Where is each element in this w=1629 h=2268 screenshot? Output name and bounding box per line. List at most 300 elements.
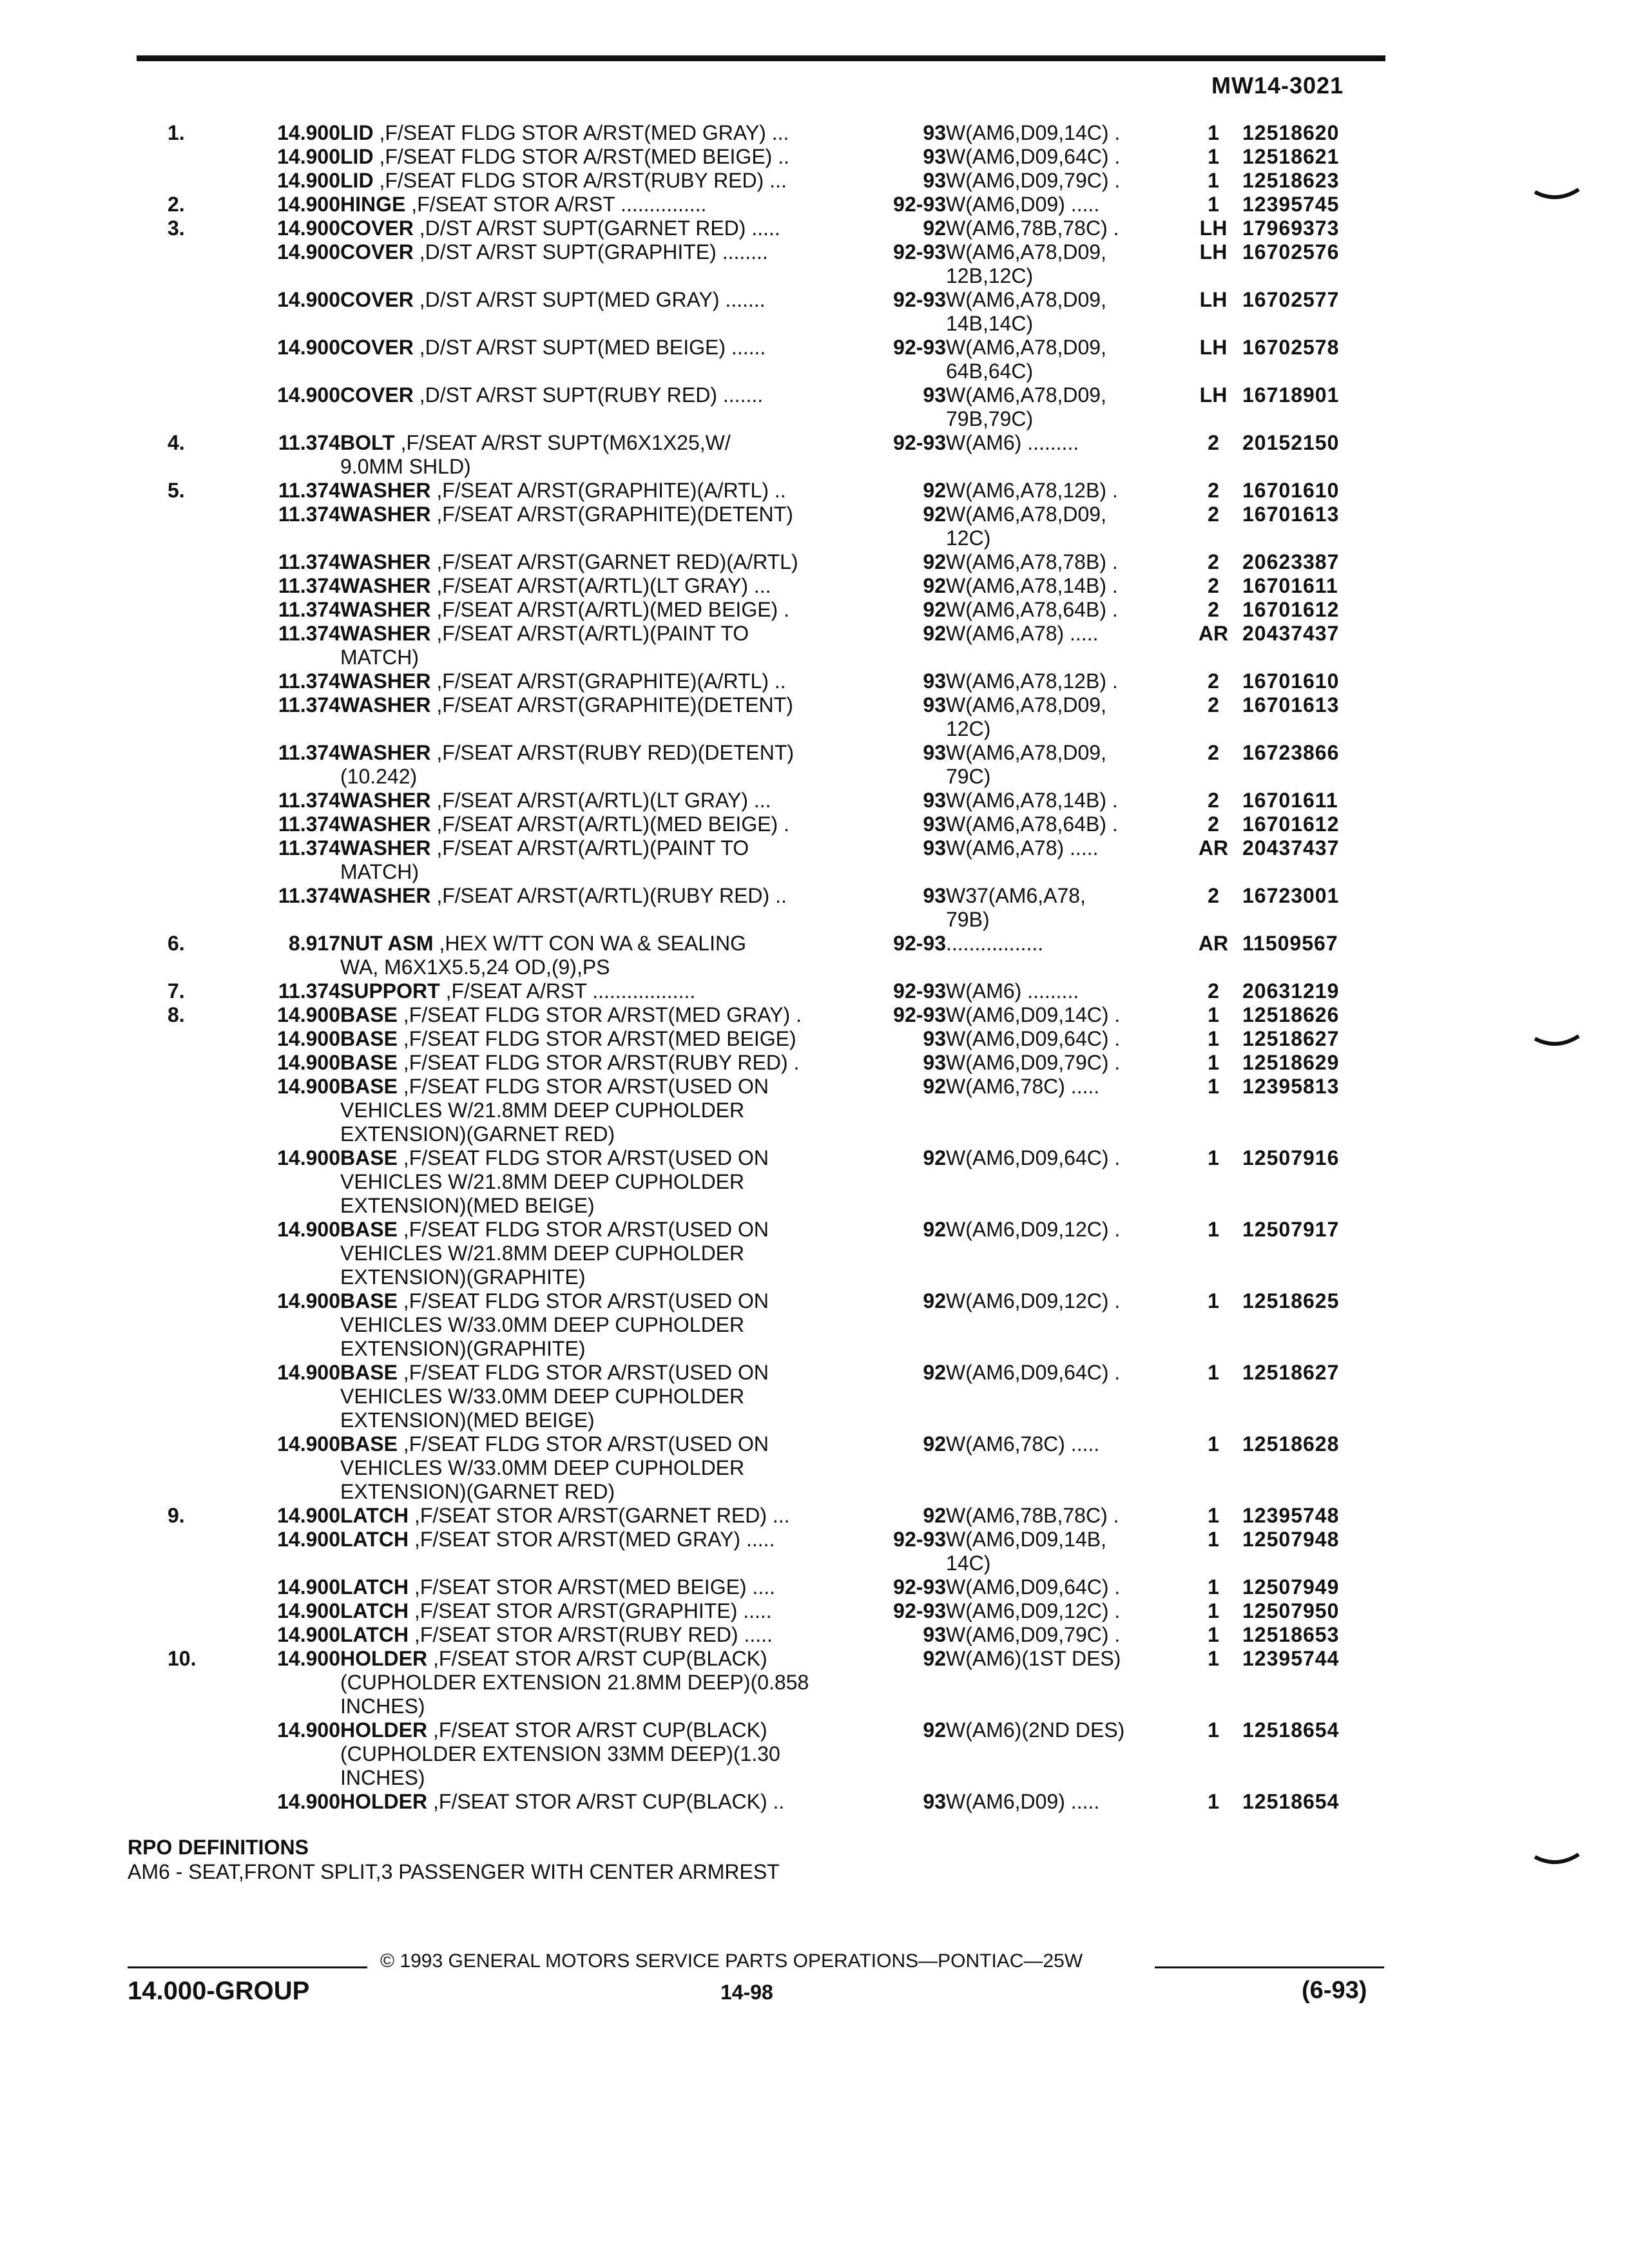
part-group-code: 14.900 (277, 1027, 340, 1050)
part-name: COVER (340, 383, 414, 407)
part-group-code: 11.374 (278, 503, 340, 526)
part-model-years: 93 (923, 789, 946, 812)
part-description (340, 836, 875, 884)
table-row (168, 812, 1391, 836)
part-description-text: ,D/ST A/RST SUPT(GARNET RED) ..... (419, 216, 780, 240)
part-model-years: 92-93 (893, 431, 946, 454)
table-row (168, 479, 1391, 503)
part-group-code: 11.374 (278, 550, 340, 573)
part-number: 16702577 (1242, 288, 1340, 311)
part-description (340, 1218, 875, 1289)
part-application: W(AM6,D09,79C) . (946, 1623, 1121, 1646)
part-description (340, 1051, 875, 1075)
part-application: W(AM6,A78,D09, 79C) (946, 741, 1106, 788)
part-description (340, 598, 875, 622)
parts-table-body (168, 121, 1391, 1814)
part-group-code: 11.374 (278, 789, 340, 812)
part-description (340, 574, 875, 598)
part-quantity: 2 (1208, 503, 1219, 526)
part-number: 12507950 (1242, 1599, 1340, 1622)
part-application: W(AM6,78B,78C) . (946, 216, 1119, 240)
part-model-years: 93 (923, 669, 946, 693)
part-group-code: 14.900 (277, 1361, 340, 1384)
table-row (168, 1790, 1391, 1814)
part-group-code: 14.900 (277, 169, 340, 192)
part-description (340, 1790, 875, 1814)
part-ref-number (168, 789, 224, 812)
part-name: WASHER (340, 741, 431, 764)
part-model-years: 93 (923, 693, 946, 716)
table-row (168, 336, 1391, 383)
part-name: LATCH (340, 1599, 409, 1622)
part-quantity: 2 (1208, 479, 1219, 502)
part-quantity: 2 (1208, 979, 1219, 1003)
part-group-code: 11.374 (278, 622, 340, 645)
part-group-code: 14.900 (277, 1051, 340, 1074)
part-ref-number (168, 1146, 224, 1218)
part-group-code: 14.900 (277, 1075, 340, 1098)
part-description-text: ,F/SEAT STOR A/RST(GARNET RED) ... (414, 1504, 790, 1527)
table-row (168, 1051, 1391, 1075)
part-name: COVER (340, 216, 414, 240)
part-description (340, 479, 875, 503)
part-description (340, 1027, 875, 1051)
part-application: W37(AM6,A78, 79B) (946, 884, 1086, 931)
part-quantity: LH (1199, 240, 1228, 264)
part-quantity: 1 (1208, 1575, 1219, 1599)
table-row (168, 789, 1391, 812)
table-row (168, 1027, 1391, 1051)
part-group-code: 14.900 (277, 1599, 340, 1622)
part-application: W(AM6,A78,64B) . (946, 812, 1118, 836)
part-name: BASE (340, 1218, 398, 1241)
part-description (340, 1647, 875, 1718)
part-name: WASHER (340, 693, 431, 716)
part-quantity: AR (1198, 622, 1229, 645)
part-number: 16701612 (1242, 598, 1340, 621)
part-application: W(AM6,D09,14C) . (946, 121, 1121, 144)
part-description (340, 1599, 875, 1623)
part-ref-number: 7. (168, 979, 185, 1003)
part-ref-number: 3. (168, 216, 185, 240)
part-description-text: ,D/ST A/RST SUPT(RUBY RED) ....... (419, 383, 764, 407)
part-name: BASE (340, 1289, 398, 1312)
part-quantity: AR (1198, 932, 1229, 955)
part-quantity: 1 (1208, 193, 1219, 216)
part-application: W(AM6,A78,14B) . (946, 574, 1118, 597)
part-description (340, 336, 875, 383)
footer-rule-left (128, 1966, 367, 1968)
table-row (168, 1146, 1391, 1218)
part-model-years: 92 (923, 1361, 946, 1384)
part-ref-number (168, 598, 224, 622)
part-quantity: 1 (1208, 1289, 1219, 1312)
part-number: 12518627 (1242, 1027, 1340, 1050)
part-model-years: 92-93 (893, 240, 946, 264)
part-description-text: ,F/SEAT STOR A/RST ............... (411, 193, 707, 216)
part-model-years: 92-93 (893, 193, 946, 216)
part-name: WASHER (340, 812, 431, 836)
part-group-code: 14.900 (277, 1718, 340, 1742)
part-group-code: 14.900 (277, 1575, 340, 1599)
part-number: 12518626 (1242, 1003, 1340, 1026)
part-description (340, 1003, 875, 1027)
part-name: WASHER (340, 622, 431, 645)
part-name: WASHER (340, 574, 431, 597)
part-ref-number (168, 693, 224, 741)
part-description (340, 169, 875, 193)
part-number: 20437437 (1242, 622, 1340, 645)
part-quantity: 2 (1208, 598, 1219, 621)
table-row (168, 503, 1391, 550)
part-name: HOLDER (340, 1790, 428, 1813)
part-model-years: 93 (923, 145, 946, 168)
part-number: 16718901 (1242, 383, 1340, 407)
part-quantity: 1 (1208, 1432, 1219, 1456)
part-name: BASE (340, 1075, 398, 1098)
part-application: W(AM6,D09,12C) . (946, 1218, 1121, 1241)
part-ref-number (168, 169, 224, 193)
table-row (168, 1361, 1391, 1432)
part-name: BOLT (340, 431, 395, 454)
part-name: LID (340, 121, 374, 144)
part-description (340, 145, 875, 169)
part-description (340, 550, 875, 574)
part-ref-number (168, 336, 224, 383)
part-number: 16723001 (1242, 884, 1340, 907)
part-ref-number (168, 240, 224, 288)
part-group-code: 11.374 (278, 574, 340, 597)
part-model-years: 92 (923, 1432, 946, 1456)
part-description (340, 216, 875, 240)
part-number: 20437437 (1242, 836, 1340, 860)
part-application: W(AM6)(2ND DES) (946, 1718, 1125, 1742)
part-quantity: 1 (1208, 1599, 1219, 1622)
part-group-code: 11.374 (278, 884, 340, 907)
part-model-years: 92 (923, 216, 946, 240)
part-description-text: ,F/SEAT A/RST(A/RTL)(LT GRAY) ... (436, 574, 771, 597)
part-group-code: 14.900 (277, 1528, 340, 1551)
part-name: LATCH (340, 1575, 409, 1599)
part-ref-number: 6. (168, 932, 185, 955)
part-quantity: 2 (1208, 812, 1219, 836)
part-ref-number (168, 383, 224, 431)
part-name: BASE (340, 1146, 398, 1169)
part-description (340, 812, 875, 836)
part-ref-number (168, 503, 224, 550)
part-name: WASHER (340, 479, 431, 502)
part-description-text: ,F/SEAT FLDG STOR A/RST(USED ON VEHICLES W/33.0MM DEEP CUPHOLDER EXTENSION)(GARNET RED) (340, 1432, 769, 1503)
part-application: W(AM6,A78,D09, 12C) (946, 503, 1106, 550)
part-name: COVER (340, 336, 414, 359)
part-model-years: 92 (923, 479, 946, 502)
part-application: W(AM6,D09,12C) . (946, 1289, 1121, 1312)
part-group-code: 8.917 (288, 932, 340, 955)
part-description (340, 1718, 875, 1790)
part-group-code: 14.900 (277, 288, 340, 311)
part-group-code: 11.374 (278, 812, 340, 836)
part-number: 12518627 (1242, 1361, 1340, 1384)
part-application: W(AM6,A78,12B) . (946, 479, 1118, 502)
part-group-code: 14.900 (277, 383, 340, 407)
part-ref-number: 4. (168, 431, 185, 454)
part-number: 12395748 (1242, 1504, 1340, 1527)
table-row (168, 383, 1391, 431)
part-ref-number (168, 1218, 224, 1289)
part-name: LATCH (340, 1528, 409, 1551)
part-application: W(AM6,A78,14B) . (946, 789, 1118, 812)
part-description-text: ,F/SEAT STOR A/RST(MED GRAY) ..... (414, 1528, 775, 1551)
part-ref-number: 1. (168, 121, 185, 144)
part-description-text: ,F/SEAT FLDG STOR A/RST(USED ON VEHICLES W/21.8MM DEEP CUPHOLDER EXTENSION)(GARNET RED) (340, 1075, 769, 1146)
part-application: W(AM6,A78,D09, 14B,14C) (946, 288, 1106, 335)
part-model-years: 92-93 (893, 1528, 946, 1551)
part-description-text: ,F/SEAT A/RST(GRAPHITE)(A/RTL) .. (436, 669, 786, 693)
margin-check-mark (1534, 187, 1580, 206)
table-row (168, 193, 1391, 216)
part-group-code: 14.900 (277, 1289, 340, 1312)
part-group-code: 14.900 (277, 1623, 340, 1646)
part-number: 12518654 (1242, 1718, 1340, 1742)
table-row (168, 1575, 1391, 1599)
part-description-text: ,F/SEAT A/RST(GRAPHITE)(DETENT) (436, 503, 793, 526)
part-description-text: ,F/SEAT FLDG STOR A/RST(MED GRAY) . (403, 1003, 802, 1026)
part-name: BASE (340, 1361, 398, 1384)
part-number: 17969373 (1242, 216, 1340, 240)
part-ref-number (168, 1528, 224, 1575)
part-ref-number (168, 1289, 224, 1361)
part-description-text: ,F/SEAT STOR A/RST CUP(BLACK) (CUPHOLDER EXTENSION 21.8MM DEEP)(0.858 INCHES) (340, 1647, 809, 1718)
part-description (340, 669, 875, 693)
table-row (168, 1075, 1391, 1146)
part-name: WASHER (340, 836, 431, 860)
part-description-text: ,F/SEAT A/RST(GARNET RED)(A/RTL) (436, 550, 798, 573)
part-name: BASE (340, 1027, 398, 1050)
part-application: W(AM6,D09,64C) . (946, 1575, 1121, 1599)
parts-table (168, 121, 1391, 1814)
part-application: W(AM6,D09,79C) . (946, 1051, 1121, 1074)
part-model-years: 92 (923, 622, 946, 645)
part-group-code: 14.900 (277, 1003, 340, 1026)
part-description-text: ,F/SEAT A/RST .................. (445, 979, 696, 1003)
part-description (340, 1075, 875, 1146)
table-row (168, 1003, 1391, 1027)
part-ref-number (168, 812, 224, 836)
part-model-years: 92 (923, 1647, 946, 1670)
table-row (168, 1218, 1391, 1289)
part-quantity: 2 (1208, 574, 1219, 597)
part-description-text: ,F/SEAT FLDG STOR A/RST(MED BEIGE) .. (379, 145, 789, 168)
part-model-years: 92-93 (893, 979, 946, 1003)
part-description (340, 979, 875, 1003)
part-application: W(AM6)(1ST DES) (946, 1647, 1121, 1670)
part-number: 20152150 (1242, 431, 1340, 454)
part-name: WASHER (340, 789, 431, 812)
part-number: 20623387 (1242, 550, 1340, 573)
part-quantity: 1 (1208, 169, 1219, 192)
part-ref-number (168, 1361, 224, 1432)
part-quantity: 1 (1208, 145, 1219, 168)
table-row (168, 431, 1391, 479)
part-description (340, 503, 875, 550)
part-group-code: 14.900 (277, 240, 340, 264)
table-row (168, 550, 1391, 574)
part-description-text: ,F/SEAT A/RST(GRAPHITE)(A/RTL) .. (436, 479, 786, 502)
part-group-code: 14.900 (277, 1504, 340, 1527)
part-model-years: 92-93 (893, 1575, 946, 1599)
part-name: NUT ASM (340, 932, 434, 955)
part-quantity: 1 (1208, 1051, 1219, 1074)
part-description (340, 1575, 875, 1599)
part-description-text: ,F/SEAT FLDG STOR A/RST(MED GRAY) ... (379, 121, 789, 144)
part-name: LATCH (340, 1504, 409, 1527)
table-row (168, 979, 1391, 1003)
part-quantity: 2 (1208, 431, 1219, 454)
group-identifier: 14.000-GROUP (128, 1977, 310, 2005)
part-ref-number (168, 836, 224, 884)
part-model-years: 93 (923, 836, 946, 860)
part-application: W(AM6,D09,14B, 14C) (946, 1528, 1106, 1575)
part-application: W(AM6,D09,64C) . (946, 1146, 1121, 1169)
part-quantity: 1 (1208, 121, 1219, 144)
part-application: W(AM6,A78) ..... (946, 836, 1099, 860)
table-row (168, 932, 1391, 979)
part-description-text: ,F/SEAT FLDG STOR A/RST(USED ON VEHICLES W/33.0MM DEEP CUPHOLDER EXTENSION)(GRAPHITE) (340, 1289, 769, 1360)
part-description-text: ,F/SEAT A/RST(A/RTL)(MED BEIGE) . (436, 812, 789, 836)
part-application: W(AM6,A78,78B) . (946, 550, 1118, 573)
part-description (340, 1432, 875, 1504)
part-ref-number (168, 1623, 224, 1647)
part-number: 16701610 (1242, 479, 1340, 502)
part-description-text: ,F/SEAT A/RST(RUBY RED)(DETENT) (10.242) (340, 741, 795, 788)
part-quantity: 1 (1208, 1623, 1219, 1646)
table-row (168, 884, 1391, 932)
part-ref-number (168, 741, 224, 789)
part-quantity: 2 (1208, 693, 1219, 716)
part-quantity: 1 (1208, 1218, 1219, 1241)
table-row (168, 598, 1391, 622)
part-quantity: 1 (1208, 1361, 1219, 1384)
part-description-text: ,F/SEAT A/RST(A/RTL)(PAINT TO MATCH) (340, 622, 749, 669)
part-description-text: ,D/ST A/RST SUPT(MED BEIGE) ...... (419, 336, 766, 359)
table-row (168, 169, 1391, 193)
table-row (168, 1432, 1391, 1504)
part-ref-number (168, 1575, 224, 1599)
part-application: W(AM6,78C) ..... (946, 1075, 1100, 1098)
part-application: W(AM6,D09,64C) . (946, 145, 1121, 168)
part-number: 12518629 (1242, 1051, 1340, 1074)
part-group-code: 14.900 (277, 336, 340, 359)
part-group-code: 11.374 (278, 431, 340, 454)
part-name: WASHER (340, 669, 431, 693)
part-quantity: 1 (1208, 1647, 1219, 1670)
table-row (168, 1599, 1391, 1623)
part-model-years: 93 (923, 1790, 946, 1813)
part-quantity: LH (1199, 288, 1228, 311)
part-application: W(AM6,D09) ..... (946, 193, 1100, 216)
part-ref-number (168, 1027, 224, 1051)
part-description-text: ,F/SEAT FLDG STOR A/RST(USED ON VEHICLES W/21.8MM DEEP CUPHOLDER EXTENSION)(MED BEIGE) (340, 1146, 769, 1217)
part-model-years: 92-93 (893, 1003, 946, 1026)
part-name: WASHER (340, 550, 431, 573)
part-quantity: 1 (1208, 1718, 1219, 1742)
part-model-years: 92 (923, 1718, 946, 1742)
part-model-years: 93 (923, 121, 946, 144)
part-description-text: ,F/SEAT A/RST(A/RTL)(RUBY RED) .. (436, 884, 787, 907)
part-description (340, 1289, 875, 1361)
part-group-code: 14.900 (277, 1218, 340, 1241)
page-code: MW14-3021 (1211, 72, 1344, 99)
part-quantity: 2 (1208, 741, 1219, 764)
part-description-text: ,F/SEAT STOR A/RST(GRAPHITE) ..... (414, 1599, 772, 1622)
part-number: 11509567 (1242, 932, 1338, 955)
part-description-text: ,F/SEAT FLDG STOR A/RST(RUBY RED) . (403, 1051, 800, 1074)
part-number: 12507917 (1242, 1218, 1340, 1241)
part-model-years: 92 (923, 503, 946, 526)
part-group-code: 11.374 (278, 598, 340, 621)
part-description-text: ,F/SEAT FLDG STOR A/RST(MED BEIGE) (403, 1027, 796, 1050)
part-application: W(AM6) ......... (946, 431, 1079, 454)
table-row (168, 836, 1391, 884)
part-quantity: 1 (1208, 1003, 1219, 1026)
part-number: 16701611 (1242, 574, 1338, 597)
part-application: W(AM6,A78) ..... (946, 622, 1099, 645)
part-description-text: ,F/SEAT FLDG STOR A/RST(RUBY RED) ... (379, 169, 787, 192)
part-group-code: 14.900 (277, 121, 340, 144)
part-model-years: 92-93 (893, 1599, 946, 1622)
part-application: W(AM6,A78,D09, 12C) (946, 693, 1106, 740)
table-row (168, 240, 1391, 288)
part-number: 16701610 (1242, 669, 1340, 693)
part-name: BASE (340, 1432, 398, 1456)
part-number: 12518625 (1242, 1289, 1340, 1312)
part-application: W(AM6,A78,D09, 79B,79C) (946, 383, 1106, 430)
part-name: WASHER (340, 598, 431, 621)
part-quantity: 1 (1208, 1027, 1219, 1050)
part-number: 12518620 (1242, 121, 1340, 144)
top-rule (137, 55, 1385, 61)
part-description (340, 383, 875, 431)
part-model-years: 93 (923, 1027, 946, 1050)
table-row (168, 1647, 1391, 1718)
part-name: BASE (340, 1003, 398, 1026)
part-number: 16723866 (1242, 741, 1340, 764)
part-name: HOLDER (340, 1647, 428, 1670)
part-model-years: 93 (923, 383, 946, 407)
part-model-years: 92 (923, 550, 946, 573)
part-quantity: AR (1198, 836, 1229, 860)
part-model-years: 92 (923, 1146, 946, 1169)
part-group-code: 11.374 (278, 693, 340, 716)
part-number: 12507948 (1242, 1528, 1340, 1551)
part-description (340, 240, 875, 288)
part-application: ................. (946, 932, 1044, 955)
part-number: 12395745 (1242, 193, 1340, 216)
part-description (340, 622, 875, 669)
part-group-code: 11.374 (278, 979, 340, 1003)
table-row (168, 1718, 1391, 1790)
part-number: 12395744 (1242, 1647, 1340, 1670)
part-description (340, 789, 875, 812)
part-model-years: 93 (923, 169, 946, 192)
part-number: 16702576 (1242, 240, 1340, 264)
part-name: BASE (340, 1051, 398, 1074)
part-number: 16702578 (1242, 336, 1340, 359)
part-ref-number (168, 1432, 224, 1504)
table-row (168, 741, 1391, 789)
part-description (340, 693, 875, 741)
part-quantity: LH (1199, 336, 1228, 359)
